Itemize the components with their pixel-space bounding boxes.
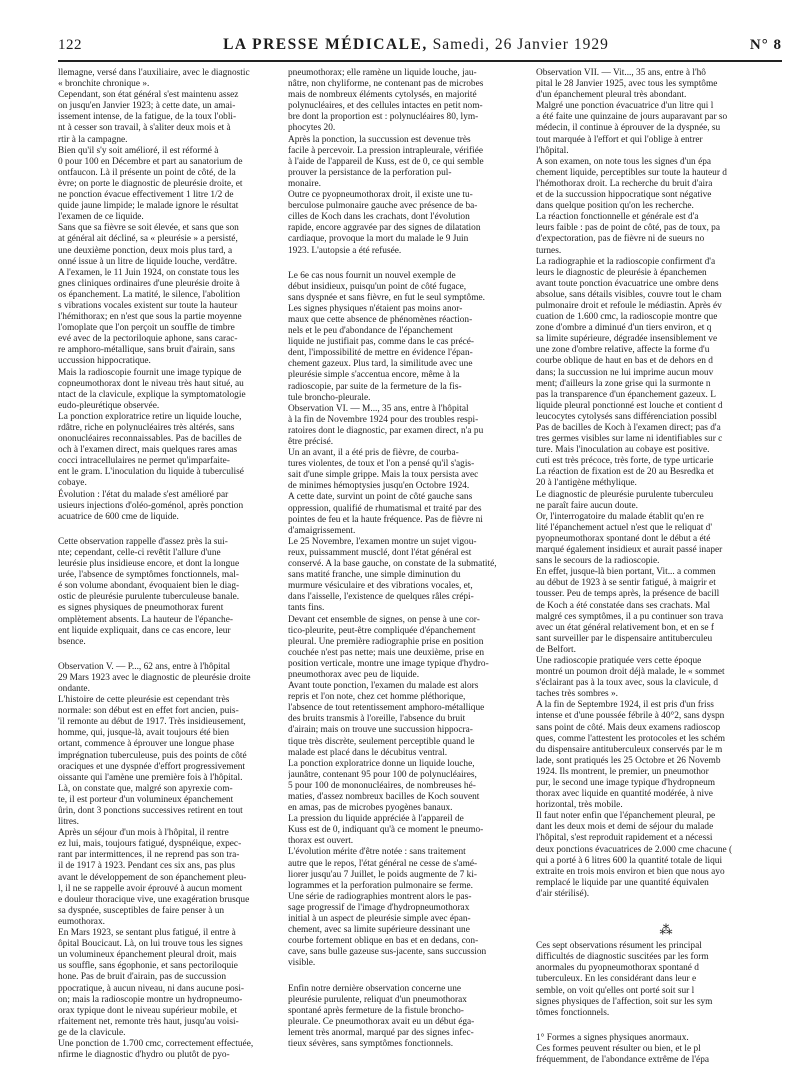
text-line: evé avec de la pectoriloquie aphone, sans carac- — [58, 334, 238, 345]
text-line: Il faut noter enfin que l'épanchement pleural, pe — [536, 811, 716, 822]
text-line: logrammes et la perforation pulmonaire se ferme. — [288, 880, 473, 891]
text-line: l'hémithorax; en n'est que sous la partie moyenne — [58, 312, 242, 323]
text-line: on jusqu'en Janvier 1923; à cette date, un amai- — [58, 101, 236, 112]
text-line: s'éclairant pas à la toux avec, sous la clavicule, d — [536, 678, 718, 689]
text-line: tique très discrète, seulement perceptible quand le — [288, 736, 475, 747]
text-line: litres. — [58, 817, 80, 828]
text-line: cuti est très précoce, très forte, de type urticarie — [536, 456, 714, 467]
text-line: pital le 28 Janvier 1925, avec tous les symptôme — [536, 79, 718, 90]
text-line: Observation VI. — M..., 35 ans, entre à l'hôpital — [288, 403, 469, 414]
text-line: us souffle, sans égophonie, et sans pectoriloquie — [58, 961, 238, 972]
text-line: thorax avec liquide en quantité modérée, à nive — [536, 789, 713, 800]
text-line: Après la ponction, la succussion est devenue très — [288, 134, 471, 145]
text-line: pyopneumothorax spontané dont le début a été — [536, 533, 711, 544]
text-line: repris et l'on note, chez cet homme pléthorique, — [288, 692, 466, 703]
text-line: tieux sévères, sans symptômes fonctionnels. — [288, 1038, 454, 1049]
text-line: cocci intracellulaires ne permet qu'imparfaite- — [58, 456, 230, 467]
text-line: 0 pour 100 en Décembre et part au sanatorium de — [58, 156, 243, 167]
text-line: ment; d'ailleurs la zone grise qui la surmonte n — [536, 378, 711, 389]
text-line: ononucléaires reconnaissables. Pas de bacilles de — [58, 434, 242, 445]
text-line: il de 1917 à 1923. Pendant ces six ans, pas plus — [58, 861, 235, 872]
text-line: Cette observation rappelle d'assez près la sui- — [58, 536, 228, 547]
text-line: lité l'épanchement actuel n'est que le reliquat d' — [536, 522, 713, 533]
text-line: turnes. — [536, 245, 562, 256]
text-line: eudo-pleurétique observée. — [58, 400, 160, 411]
paragraph-gap — [58, 648, 278, 662]
text-line: sans le secours de la radioscopie. — [536, 556, 660, 567]
text-line: ntact de la clavicule, explique la symptomatologie — [58, 389, 246, 400]
text-line: dans; la succussion ne lui imprime aucun mouv — [536, 367, 714, 378]
text-line: extraite en trois mois environ et bien que nous ayo — [536, 866, 725, 877]
text-line: Mais la radioscopie fournit une image typique de — [58, 367, 242, 378]
text-line: courbe oblique de haut en bas et de dehors en d — [536, 356, 713, 367]
text-line: sa limite supérieure, dégradée insensiblement ve — [536, 334, 718, 345]
text-line: tômes fonctionnels. — [536, 1007, 610, 1018]
text-line: lement très anormal, marqué par des signes infec- — [288, 1027, 474, 1038]
text-line: berculose pulmonaire gauche avec présence de ba- — [288, 201, 478, 212]
text-line: usieurs injections d'oléo-goménol, après ponction — [58, 500, 244, 511]
text-line: os épanchement. La matité, le silence, l'abolition — [58, 289, 241, 300]
text-line: oppression, qualifié de rhumatismal et traité par des — [288, 503, 482, 514]
text-line: leurs le diagnostic de pleurésie à épanchemen — [536, 267, 707, 278]
text-line: l'examen de ce liquide. — [58, 212, 144, 223]
text-line: chement liquide, perceptibles sur toute la hauteur d — [536, 167, 727, 178]
text-line: 1923. L'autopsie a été refusée. — [288, 245, 402, 256]
text-line: d'air stérilisé). — [536, 888, 590, 899]
text-line: ortant, commence à éprouver une longue phase — [58, 739, 235, 750]
text-line: rapide, encore aggravée par des signes de dilatation — [288, 223, 481, 234]
text-line: La ponction exploratrice donne un liquide louche, — [288, 758, 475, 769]
text-line: rdâtre, riche en polynucléaires très altérés, sans — [58, 423, 235, 433]
text-line: oraciques et une dyspnée d'effort progressivement — [58, 761, 246, 772]
text-line: radioscopie, par suite de la fermeture de la fis- — [288, 381, 462, 392]
text-line: eumothorax. — [58, 916, 105, 927]
text-line: A cette date, survint un point de côté gauche sans — [288, 492, 473, 503]
text-line: rtir à la campagne. — [58, 134, 128, 145]
text-line: semble, on voit qu'elles ont porté soit sur l — [536, 985, 695, 996]
text-line: facile à percevoir. La pression intrapleurale, vérifiée — [288, 145, 484, 156]
text-line: La pression du liquide appréciée à l'appareil de — [288, 814, 464, 825]
text-line: ne ponction évacue effectivement 1 litre 1/2 de — [58, 190, 234, 201]
text-line: l'omoplate que l'on perçoit un souffle de timbre — [58, 323, 235, 334]
paragraph-gap — [536, 1019, 798, 1033]
text-line: dans quelque position qu'on les recherche. — [536, 201, 694, 212]
text-line: pleurale. Ce pneumothorax avait eu un début éga- — [288, 1016, 475, 1027]
text-line: Là, on constate que, malgré son apyrexie com- — [58, 783, 233, 794]
text-line: une zone d'ombre relative, affecte la forme d'u — [536, 345, 710, 356]
text-line: Un an avant, il a été pris de fièvre, de courba- — [288, 448, 459, 459]
text-line: tule broncho-pleurale. — [288, 392, 371, 403]
paragraph-gap — [536, 900, 798, 914]
text-line: sage progressif de l'image d'hydropneumothorax — [288, 902, 470, 913]
text-line: murmure vésiculaire et des vibrations vocales, et, — [288, 581, 473, 592]
text-line: maux que cette absence de phénomènes réaction- — [288, 314, 473, 325]
text-line: pas la transparence d'un épanchement gazeux. L — [536, 389, 716, 400]
text-line: signes physiques de l'affection, soit sur les sym — [536, 996, 713, 1007]
text-line: cardiaque, provoque la mort du malade le 9 Juin — [288, 234, 469, 245]
text-line: Après un séjour d'un mois à l'hôpital, il rentre — [58, 828, 229, 839]
text-line: ppocratique, à aucun niveau, ni dans aucune posi- — [58, 983, 245, 994]
text-line: chement gazeux. Plus tard, la similitude avec une — [288, 359, 473, 370]
text-line: Malgré une ponction évacuatrice d'un litre qui l — [536, 101, 714, 112]
text-line: copneumothorax dont le niveau très haut situé, au — [58, 378, 244, 389]
text-line: on; mais la radioscopie montre un hydropneumo- — [58, 994, 243, 1005]
text-line: cilles de Koch dans les crachats, dont l'évolution — [288, 212, 470, 223]
text-line: liquide ne justifiait pas, comme dans le cas précé- — [288, 337, 475, 348]
text-line: maties, d'assez nombreux bacilles de Koch souvent — [288, 792, 480, 802]
text-line: avec un état général relativement bon, et en se f — [536, 622, 714, 633]
text-line: Observation V. — P..., 62 ans, entre à l'hôpital — [58, 661, 231, 672]
text-line: sait d'une simple grippe. Mais la toux persista avec — [288, 470, 479, 481]
text-line: au début de 1923 à se sentir fatigué, à maigrir et — [536, 578, 716, 589]
text-line: horizontal, très mobile. — [536, 800, 623, 811]
text-line: d'amaigrissement. — [288, 525, 356, 536]
text-line: Le 6e cas nous fournit un nouvel exemple de — [288, 270, 456, 281]
text-line: pleurésie simple s'accentua encore, même à la — [288, 370, 460, 381]
text-line: sans point de côté. Mais deux examens radioscop — [536, 722, 721, 733]
text-line: tico-pleurite, peut-être compliquée d'épanchement — [288, 625, 476, 636]
text-line: En Mars 1923, se sentant plus fatigué, il entre à — [58, 928, 236, 939]
text-line: à la fin de Novembre 1924 pour des troubles respi- — [288, 414, 479, 425]
text-line: imprégnation tuberculeuse, puis des points de côté — [58, 750, 247, 761]
text-line: ent le gram. L'inoculation du liquide à tuberculisé — [58, 467, 244, 478]
text-line: médecin, il continue à éprouver de la dyspnée, su — [536, 123, 721, 134]
text-line: bsence. — [58, 636, 86, 647]
text-line: Bien qu'il s'y soit amélioré, il est réformé à — [58, 145, 219, 156]
text-line: ûrin, dont 3 ponctions successives retirent en tout — [58, 806, 243, 816]
text-line: e douleur thoracique vive, une exagération brusque — [58, 894, 250, 905]
text-line: Les signes physiques n'étaient pas moins anor- — [288, 303, 463, 314]
text-line: malgré ces symptômes, il a pu continuer son trava — [536, 611, 724, 622]
text-line: s vibrations vocales existent sur toute la hauteur — [58, 300, 238, 311]
text-column-right — [536, 68, 798, 1072]
text-line: ture. Mais l'inoculation au cobaye est positive. — [536, 445, 710, 456]
text-line: onné issue à un litre de liquide louche, verdâtre. — [58, 256, 238, 267]
text-line: ez lui, mais, toujours fatigué, dyspnéique, expec- — [58, 839, 242, 850]
text-column-middle — [288, 68, 526, 1072]
text-line: d'expectoration, pas de fièvre ni de sueurs no — [536, 234, 705, 245]
text-line: l'absence de tout retentissement amphoro-métallique — [288, 703, 485, 714]
text-line: normale: son début est en effet fort ancien, puis- — [58, 706, 239, 717]
text-line: ontfaucon. Là il présente un point de côté, de la — [58, 167, 236, 178]
text-line: ge de la clavicule. — [58, 1027, 126, 1038]
text-line: taches très sombres ». — [536, 689, 618, 700]
text-line: nels et le peu d'abondance de l'épanchement — [288, 326, 453, 337]
text-line: liquide pleural ponctionné est louche et contient d — [536, 400, 723, 411]
text-line: Sans que sa fièvre se soit élevée, et sans que son — [58, 223, 239, 234]
text-line: en amas, pas de microbes pyogènes banaux. — [288, 803, 453, 814]
text-line: l'hôpital. — [536, 145, 569, 156]
text-line: La radiographie et la radioscopie confirment d'a — [536, 256, 716, 267]
text-line: Une ponction de 1.700 cmc, correctement effectuée, — [58, 1038, 254, 1049]
text-line: conservé. A la base gauche, on constate de la submatité, — [288, 559, 497, 570]
text-line: nfirme le diagnostic d'hydro ou plutôt de pyo- — [58, 1050, 230, 1061]
text-column-left — [58, 68, 278, 1072]
text-line: L'évolution mérite d'être notée : sans traitement — [288, 847, 466, 858]
text-line: difficultés de diagnostic suscitées par les form — [536, 952, 709, 963]
text-line: zone d'ombre a diminué d'un tiers environ, et q — [536, 323, 712, 334]
text-line: rfaitement net, remonte très haut, jusqu'au voisi- — [58, 1016, 239, 1027]
text-line: ent liquide expliquait, dans ce cas encore, leur — [58, 625, 231, 636]
text-line: et de la succussion hippocratique sont négative — [536, 190, 712, 201]
text-line: un volumineux épanchement pleural droit, mais — [58, 950, 237, 961]
text-line: hone. Pas de bruit d'airain, pas de succussion — [58, 972, 227, 983]
text-line: du dispensaire antituberculeux conservés par le m — [536, 744, 723, 755]
text-line: nte; cependant, celle-ci revêtit l'allure d'une — [58, 547, 221, 558]
text-line: marqué également insidieux et aurait passé inaper — [536, 545, 723, 556]
text-line: L'histoire de cette pleurésie est cependant très — [58, 695, 230, 706]
text-line: pur, le second une image typique d'hydropneum — [536, 778, 716, 788]
text-line: avant toute ponction évacuatrice une ombre dens — [536, 278, 719, 289]
text-line: deux ponctions évacuatrices de 2.000 cme chacune ( — [536, 844, 733, 855]
text-line: 29 Mars 1923 avec le diagnostic de pleurésie droite — [58, 672, 251, 683]
text-line: malade est placé dans le décubitus ventral. — [288, 747, 448, 758]
text-line: 5 pour 100 de mononucléaires, de nombreuses hé- — [288, 780, 476, 791]
text-line: lade, sont pratiqués les 25 Octobre et 26 Novemb — [536, 755, 721, 766]
text-line: l, il ne se rappelle avoir éprouvé à aucun moment — [58, 883, 243, 894]
text-line: Or, l'interrogatoire du malade établit qu'en re — [536, 511, 704, 522]
text-line: anormales du pyopneumothorax spontané d — [536, 963, 699, 974]
text-line: absolue, sans détails visibles, couvre tout le cham — [536, 289, 722, 300]
issue-number: N° 8 — [749, 36, 782, 53]
text-line: La réaction de fixation est de 20 au Besredka et — [536, 467, 714, 478]
text-line: issement intense, de la fatigue, de la toux l'obli- — [58, 112, 237, 123]
text-line: èvre; on porte le diagnostic de pleurésie droite, et — [58, 178, 243, 189]
text-line: dent, l'impossibilité de mettre en évidence l'épan- — [288, 348, 473, 359]
journal-name: LA PRESSE MÉDICALE, — [223, 36, 428, 53]
text-line: d'un épanchement pleural très abondant. — [536, 90, 687, 101]
text-line: Ces formes peuvent résulter ou bien, et le pl — [536, 1043, 701, 1054]
text-line: ôpital Boucicaut. Là, on lui trouve tous les signes — [58, 939, 243, 950]
text-line: qui a porté à 6 litres 600 la quantité totale de liqui — [536, 855, 723, 866]
text-line: pneumothorax avec peu de liquide. — [288, 669, 420, 680]
text-line: autre que le repos, l'état général ne cesse de s'amé- — [288, 858, 478, 869]
text-line: leurs faible : pas de point de côté, pas de toux, pa — [536, 223, 720, 234]
text-line: Cependant, son état général s'est maintenu assez — [58, 90, 239, 101]
page-number: 122 — [58, 36, 82, 53]
text-line: phocytes 20. — [288, 123, 336, 134]
page-header — [58, 30, 782, 62]
text-line: spontané après fermeture de la fistule broncho- — [288, 1005, 464, 1016]
text-line: Une radioscopie pratiquée vers cette époque — [536, 655, 702, 666]
text-line: reux, puissamment musclé, dont l'état général est — [288, 547, 472, 558]
text-line: sans matité franche, une simple diminution du — [288, 570, 461, 581]
text-line: orax typique dont le niveau supérieur mobile, et — [58, 1005, 238, 1016]
text-line: 1° Formes a signes physiques anormaux. — [536, 1032, 689, 1043]
text-line: Le diagnostic de pleurésie purulente tuberculeu — [536, 489, 714, 500]
text-line: Le 25 Novembre, l'examen montre un sujet vigou- — [288, 536, 477, 547]
text-line: polynucléaires, et des cellules intactes en petit nom- — [288, 101, 483, 112]
text-line: och à l'examen direct, mais quelques rares amas — [58, 445, 238, 456]
text-line: Pas de bacilles de Koch à l'examen direct; pas d'a — [536, 423, 721, 433]
text-line: re amphoro-métallique, sans bruit d'airain, sans — [58, 345, 235, 356]
text-line: chement, avec sa limite supérieure dessinant une — [288, 925, 470, 936]
issue-date: Samedi, 26 Janvier 1929 — [432, 36, 609, 53]
text-line: ne paraît faire aucun doute. — [536, 500, 638, 511]
text-line: é son volume abondant, évoquaient bien le diag- — [58, 581, 240, 592]
text-line: cuation de 1.600 cmc, la radioscopie montre que — [536, 312, 718, 323]
running-title — [223, 36, 609, 54]
text-line: Avant toute ponction, l'examen du malade est alors — [288, 681, 479, 692]
text-line: bre dont la proportion est : polynucléaires 80, lym- — [288, 112, 479, 123]
text-line: l'hémothorax droit. La recherche du bruit d'aira — [536, 178, 713, 189]
text-line: cobaye. — [58, 478, 87, 489]
text-line: avant le développement de son épanchement pleu- — [58, 872, 247, 883]
text-line: La réaction fonctionnelle et générale est d'a — [536, 212, 699, 223]
text-line: de Belfort. — [536, 644, 576, 655]
text-line: l'hôpital, s'est reproduit rapidement et a nécessi — [536, 833, 713, 844]
text-line: pleurésie purulente, reliquat d'un pneumothorax — [288, 994, 467, 1005]
text-line: début insidieux, puisqu'un point de côté fugace, — [288, 281, 467, 292]
text-line: acuatrice de 600 cme de liquide. — [58, 511, 179, 522]
text-line: courbe fortement oblique en bas et en dedans, con- — [288, 936, 479, 947]
text-line: tousser. Peu de temps après, la présence de bacill — [536, 589, 720, 600]
text-line: leurésie plus insidieuse encore, et dont la longue — [58, 559, 240, 570]
text-line: tres germes visibles sur lame ni identifiables sur c — [536, 434, 723, 445]
text-line: uccussion hippocratique. — [58, 356, 151, 367]
text-line: initial à un aspect de pleurésie simple avec épan- — [288, 914, 471, 925]
text-line: thorax est ouvert. — [288, 836, 354, 847]
text-line: jaunâtre, contenant 95 pour 100 de polynucléaires, — [288, 769, 477, 780]
text-line: te, il est porteur d'un volumineux épanchement — [58, 794, 234, 805]
text-line: homme, qui, jusque-là, avait toujours été bien — [58, 728, 230, 739]
text-line: 'il remonte au début de 1917. Très insidieusement, — [58, 717, 246, 728]
text-line: Une série de radiographies montrent alors le pas- — [288, 891, 472, 902]
text-line: Ces sept observations résument les principal — [536, 941, 702, 952]
text-line: quide jaune limpide; le malade ignore le résultat — [58, 201, 239, 212]
text-line: 20 à l'antigène méthylique. — [536, 478, 637, 489]
text-line: de Koch a été constatée dans ses crachats. Mal — [536, 600, 711, 611]
text-line: sans dyspnée et sans fièvre, en fut le seul symptôme. — [288, 292, 485, 303]
text-line: gnes cliniques ordinaires d'une pleurésie droite à — [58, 278, 240, 289]
text-line: Enfin notre dernière observation concerne une — [288, 983, 462, 994]
text-line: sant surveiller par le dispensaire antituberculeu — [536, 633, 713, 644]
text-line: visible. — [288, 958, 316, 969]
text-line: es signes physiques de pneumothorax furent — [58, 603, 224, 614]
text-line: A la fin de Septembre 1924, il est pris d'un friss — [536, 700, 714, 711]
text-line: nâtre, non chyliforme, ne contenant pas de microbes — [288, 79, 484, 90]
text-line: ostic de pleurésie purulente tuberculeuse banale. — [58, 592, 240, 603]
text-line: Outre ce pyopneumothorax droit, il existe une tu- — [288, 190, 473, 201]
text-line: cave, sans bulle gazeuse sus-jacente, sans succussion — [288, 947, 487, 958]
text-line: Évolution : l'état du malade s'est amélioré par — [58, 489, 229, 500]
text-line: tures violentes, de toux et l'on a pensé qu'il s'agis- — [288, 459, 475, 470]
text-line: La ponction exploratrice retire un liquide louche, — [58, 411, 242, 422]
paragraph-gap — [288, 970, 526, 984]
text-line: intense et d'une poussée fébrile à 40°2, sans dyspn — [536, 711, 725, 722]
text-line: mais de nombreux éléments cytolysés, en majorité — [288, 90, 477, 101]
text-line: ondante. — [58, 683, 90, 694]
text-line: monaire. — [288, 178, 321, 189]
text-line: urée, l'absence de symptômes fonctionnels, mal- — [58, 570, 239, 581]
text-line: position verticale, montre une image typique d'hydro- — [288, 658, 489, 669]
text-line: nt à cesser son travail, à s'aliter deux mois et à — [58, 123, 231, 134]
text-line: remplacé le liquide par une quantité équivalen — [536, 877, 709, 888]
paragraph-gap — [58, 523, 278, 537]
text-line: Kuss est de 0, indiquant qu'à ce moment le pneumo- — [288, 825, 484, 836]
text-line: pneumothorax; elle ramène un liquide louche, jau- — [288, 68, 477, 78]
text-line: llemagne, versé dans l'auxiliaire, avec le diagnostic — [58, 68, 250, 78]
text-line: A son examen, on note tous les signes d'un épa — [536, 156, 712, 167]
text-line: oissante qui l'amène une première fois à l'hôpital. — [58, 772, 243, 783]
text-line: leucocytes cytolysés sans différenciation possibl — [536, 411, 717, 422]
section-break-asterism: ⁂ — [659, 922, 675, 938]
text-line: des bruits transmis à l'oreille, l'absence du bruit — [288, 714, 466, 725]
text-line: dans l'aisselle, l'existence de quelques râles crépi- — [288, 592, 474, 603]
text-line: d'airain; mais on trouve une succussion hippocra- — [288, 725, 473, 736]
text-line: à l'aide de l'appareil de Kuss, est de 0, ce qui semble — [288, 156, 484, 167]
paragraph-gap — [288, 257, 526, 271]
text-line: 1924. Ils montrent, le premier, un pneumothor — [536, 766, 709, 777]
text-line: omplètement absents. La hauteur de l'épanche- — [58, 614, 233, 625]
text-line: pulmonaire droit et refoule le médiastin. Après év — [536, 300, 722, 311]
text-line: at général ait décliné, sa « pleurésie » a persisté, — [58, 234, 238, 245]
text-line: de minimes hémoptysies jusqu'en Octobre 1924. — [288, 481, 470, 492]
text-line: pointes de feu et la haute fréquence. Pas de fièvre ni — [288, 514, 483, 525]
text-line: tuberculeux. En les considérant dans leur e — [536, 974, 697, 985]
text-line: Observation VII. — Vit..., 35 ans, entre à l'hô — [536, 68, 706, 78]
text-line: tants fins. — [288, 603, 325, 614]
text-line: montré un poumon droit déjà malade, le « sommet — [536, 667, 725, 678]
text-line: « bronchite chronique ». — [58, 79, 150, 90]
text-line: une deuxième ponction, deux mois plus tard, a — [58, 245, 233, 256]
text-line: rant par intermittences, il ne reprend pas son tra- — [58, 850, 240, 861]
text-line: a été faite une quinzaine de jours auparavant par so — [536, 112, 728, 123]
text-line: pleural. Une première radiographie prise en position — [288, 636, 484, 647]
text-line: prouver la persistance de la perforation pul- — [288, 167, 452, 178]
text-line: fréquemment, de l'abondance extrême de l'épa — [536, 1054, 710, 1065]
text-line: dant les deux mois et demi de séjour du malade — [536, 822, 714, 833]
text-line: sa dyspnée, susceptibles de faire penser à un — [58, 905, 225, 916]
text-line: liorer jusqu'au 7 Juillet, le poids augmente de 7 ki- — [288, 869, 478, 880]
text-line: A l'examen, le 11 Juin 1924, on constate tous les — [58, 267, 240, 278]
text-line: couchée n'est pas nette; mais une deuxième, prise en — [288, 647, 485, 658]
text-line: tout marquée à l'effort et qui l'oblige à entrer — [536, 134, 703, 145]
text-line: En effet, jusque-là bien portant, Vit... a commen — [536, 567, 716, 578]
text-line: ques, comme l'attestent les protocoles et les schém — [536, 733, 726, 744]
text-line: Devant cet ensemble de signes, on pense à une cor- — [288, 614, 480, 625]
text-line: ratoires dont le diagnostic, par examen direct, n'a pu — [288, 425, 484, 436]
text-line: être précisé. — [288, 437, 334, 447]
